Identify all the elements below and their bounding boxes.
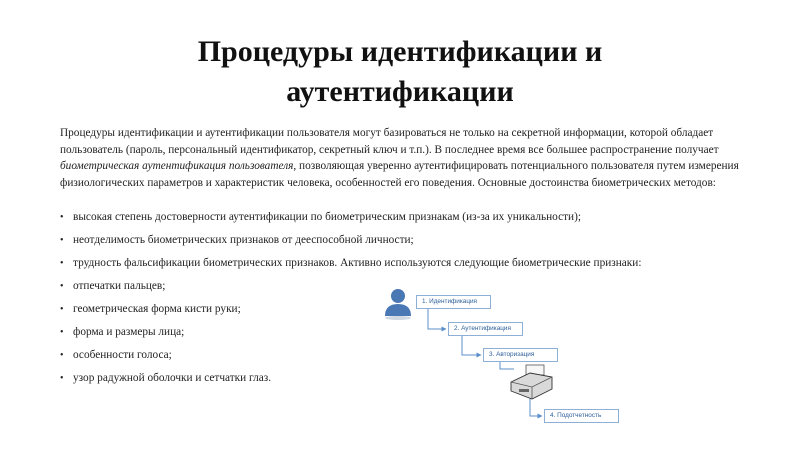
list-item-text: высокая степень достоверности аутентификации по биометрическим признакам (из-за их уникальности); xyxy=(73,211,581,223)
intro-text-part-2: , позволяющая уверенно аутентифицировать потенциального пользователя путем измерения физиологических параметров и характеристик человека, особенностей его поведения. Основные достоинства биометрических методов: xyxy=(60,160,739,189)
printer-icon xyxy=(511,365,552,399)
connector-3-printer xyxy=(500,362,514,369)
bullet-dot: • xyxy=(60,212,64,223)
step-identification: 1. Идентификация xyxy=(416,295,491,309)
bullet-dot: • xyxy=(60,327,64,338)
list-item-text: отпечатки пальцев; xyxy=(73,280,166,292)
intro-text-part-1: Процедуры идентификации и аутентификации пользователя могут базироваться не только на секретной информации, которой обладает пользователь (пароль, персональный идентификатор, секретный ключ и т.п.). В последнее время все большее распространение получает xyxy=(60,127,719,156)
bullet-dot: • xyxy=(60,235,64,246)
bullet-dot: • xyxy=(60,258,64,269)
auth-process-diagram xyxy=(380,285,630,430)
list-item-text: трудность фальсификации биометрических признаков. Активно используются следующие биометрические признаки: xyxy=(73,257,642,269)
intro-emphasis: биометрическая аутентификация пользователя xyxy=(60,160,294,172)
list-item xyxy=(60,206,760,229)
list-item xyxy=(60,229,760,252)
connector-1-2 xyxy=(428,309,446,329)
step-authorization: 3. Авторизация xyxy=(483,348,558,362)
connector-2-3 xyxy=(462,336,481,355)
user-icon xyxy=(385,289,411,320)
slide-title xyxy=(0,32,800,112)
bullet-dot: • xyxy=(60,373,64,384)
bullet-dot: • xyxy=(60,281,64,292)
slide-title-line-2: аутентификации xyxy=(286,75,514,108)
bullet-dot: • xyxy=(60,350,64,361)
list-item xyxy=(60,252,760,275)
list-item-text: геометрическая форма кисти руки; xyxy=(73,303,241,315)
slide-title-line-1: Процедуры идентификации и xyxy=(197,35,603,68)
list-item-text: особенности голоса; xyxy=(73,349,172,361)
list-item-text: узор радужной оболочки и сетчатки глаз. xyxy=(73,372,272,384)
list-item-text: неотделимость биометрических признаков от дееспособной личности; xyxy=(73,234,414,246)
list-item-text: форма и размеры лица; xyxy=(73,326,185,338)
step-accountability: 4. Подотчетность xyxy=(544,409,619,423)
bullet-dot: • xyxy=(60,304,64,315)
intro-paragraph xyxy=(60,125,750,191)
step-authentication: 2. Аутентификация xyxy=(448,322,523,336)
